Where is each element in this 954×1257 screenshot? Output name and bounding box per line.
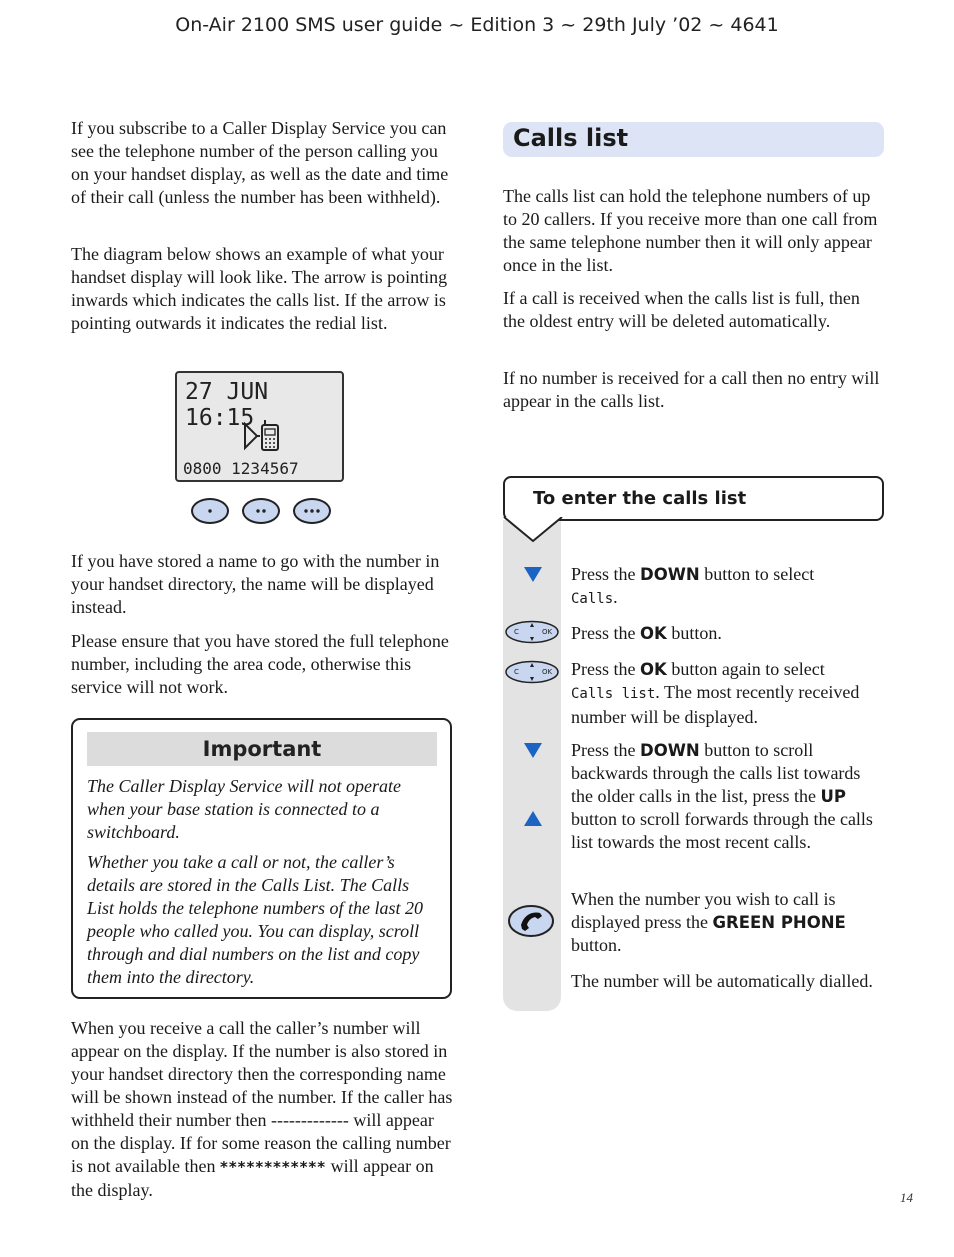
down-key-label: DOWN <box>640 565 700 584</box>
important-box <box>71 718 452 999</box>
ok-key-label: OK <box>640 624 667 643</box>
calls-list-paragraph-2: If a call is received when the calls list is full, then the oldest entry will be deleted automatically. <box>503 288 860 331</box>
name-paragraph: If you have stored a name to go with the number in your handset directory, the name will be displayed instead. <box>71 551 440 617</box>
step-6: The number will be automatically dialled. <box>571 971 873 991</box>
unavailable-stars: ************ <box>219 1158 327 1176</box>
green-phone-key-label: GREEN PHONE <box>712 913 846 932</box>
intro-paragraph: If you subscribe to a Caller Display Service you can see the telephone number of the person calling you on your handset display, as well as the date and time of their call (unless the number has been withheld). <box>71 118 449 207</box>
step-2-text: Press the <box>571 623 640 643</box>
step-3-text: Press the <box>571 659 640 679</box>
up-key-label: UP <box>820 787 846 806</box>
calls-list-paragraph-1: The calls list can hold the telephone numbers of up to 20 callers. If you receive more than one call from the same telephone number then it will only appear once in the list. <box>503 186 878 275</box>
nav-key-c-label: C <box>514 668 519 676</box>
step-4-text: Press the <box>571 740 640 760</box>
step-1-text: Press the <box>571 564 640 584</box>
step-1-period: . <box>613 587 618 607</box>
nav-key-ok-label: OK <box>542 668 553 676</box>
softkey-right-icon <box>293 498 331 524</box>
softkey-middle-icon <box>242 498 280 524</box>
ok-nav-key-icon <box>504 620 560 644</box>
menu-calls-label: Calls <box>571 591 614 607</box>
incoming-call-arrow-icon <box>243 419 283 458</box>
calls-list-paragraph-3: If no number is received for a call then no entry will appear in the calls list. <box>503 368 880 411</box>
important-text-1: The Caller Display Service will not operate when your base station is connected to a switchboard. <box>87 776 401 842</box>
step-4 <box>571 739 886 854</box>
section-title-bar <box>503 122 884 157</box>
step-1 <box>571 563 886 611</box>
steps-title: To enter the calls list <box>533 488 747 509</box>
step-4-text-cont: button to scroll backwards through the calls list towards the older calls in the list, press the <box>571 740 861 806</box>
page-number: 14 <box>900 1190 913 1205</box>
step-3 <box>571 658 886 729</box>
step-1-text-cont: button to select <box>699 564 815 584</box>
display-date-time: 27 JUN 16:15 <box>185 379 269 431</box>
down-key-label: DOWN <box>640 741 700 760</box>
step-3-text-cont: button again to select <box>666 659 825 679</box>
ok-key-label: OK <box>640 660 667 679</box>
area-code-paragraph: Please ensure that you have stored the full telephone number, including the area code, otherwise this service will not work. <box>71 631 449 697</box>
section-title: Calls list <box>513 124 629 152</box>
step-5-text: When the number you wish to call is displayed press the <box>571 889 836 932</box>
handset-display <box>175 371 344 482</box>
menu-calls-list-label: Calls list <box>571 686 656 702</box>
important-title: Important <box>87 732 437 766</box>
caller-number-paragraph <box>71 1017 456 1202</box>
ok-nav-key-icon <box>504 660 560 684</box>
page-header: On-Air 2100 SMS user guide ~ Edition 3 ~ 29th July ’02 ~ 4641 <box>175 14 779 36</box>
step-4-text-end: button to scroll forwards through the calls list towards the most recent calls. <box>571 809 873 852</box>
step-2 <box>571 622 886 645</box>
nav-key-ok-label: OK <box>542 628 553 636</box>
step-5 <box>571 888 886 957</box>
down-arrow-icon <box>524 743 542 758</box>
steps-title-box <box>503 476 884 521</box>
green-phone-button-icon <box>506 903 556 939</box>
step-3-text-end: . The most recently received number will be displayed. <box>571 682 860 727</box>
caller-number-end: will appear on the display. <box>71 1156 434 1200</box>
softkey-row <box>189 498 334 528</box>
nav-key-c-label: C <box>514 628 519 636</box>
diagram-paragraph: The diagram below shows an example of what your handset display will look like. The arrow is pointing inwards which indicates the calls list. If the arrow is pointing outwards it indicates the redial list. <box>71 244 448 333</box>
softkey-left-icon <box>191 498 229 524</box>
callout-tail-icon <box>503 517 563 543</box>
display-number: 0800 1234567 <box>183 459 299 478</box>
step-2-text-cont: button. <box>666 623 722 643</box>
step-5-text-end: button. <box>571 935 622 955</box>
up-arrow-icon <box>524 811 542 826</box>
important-text-2: Whether you take a call or not, the caller’s details are stored in the Calls List. The Calls List holds the telephone numbers of the last 20 people who called you. You can display, scroll through and dial numbers on the list and copy them into the directory. <box>87 852 423 987</box>
caller-number-text: When you receive a call the caller’s number will appear on the display. If the number is also stored in your handset directory then the corresponding name will be shown instead of the number. If the caller has withheld their number then ------------- will appear on the display. If for some reason the calling number is not available then <box>71 1018 453 1176</box>
down-arrow-icon <box>524 567 542 582</box>
